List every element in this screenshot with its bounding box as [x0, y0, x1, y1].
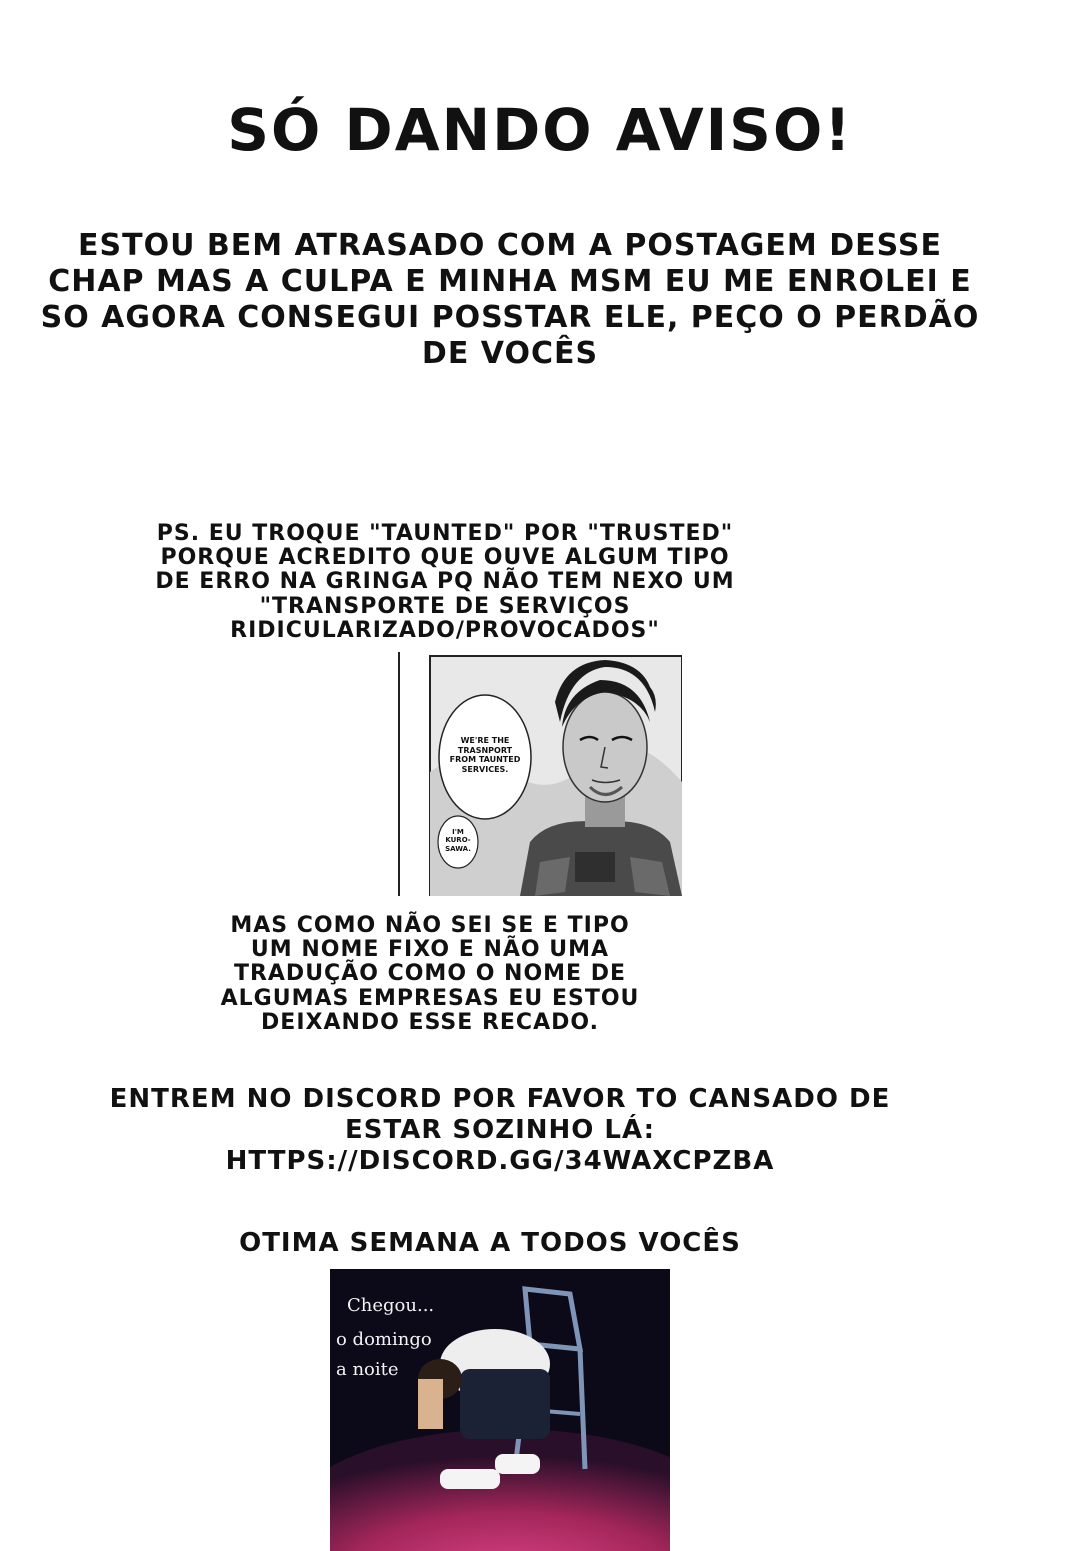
note-line: ALGUMAS EMPRESAS EU ESTOU: [220, 985, 640, 1011]
note-line: DEIXANDO ESSE RECADO.: [261, 1009, 599, 1035]
note-line: MAS COMO NÃO SEI SE E TIPO: [230, 913, 630, 938]
page-title: SÓ DANDO AVISO!: [227, 96, 853, 164]
ps-line: "TRANSPORTE DE SERVIÇOS: [259, 593, 631, 619]
note-line: UM NOME FIXO E NÃO UMA: [250, 937, 610, 963]
ps-paragraph: [150, 522, 740, 643]
discord-invite-link[interactable]: HTTPS://DISCORD.GG/34WAXCPZBA: [225, 1146, 775, 1177]
discord-line: ENTREM NO DISCORD POR FAVOR TO CANSADO DE: [109, 1084, 891, 1114]
note-line: TRADUÇÃO COMO O NOME DE: [233, 961, 627, 987]
ps-line: PORQUE ACREDITO QUE OUVE ALGUM TIPO: [160, 545, 730, 571]
meme-image: [330, 1269, 670, 1551]
ps-line: RIDICULARIZADO/PROVOCADOS": [230, 617, 660, 643]
discord-line: ESTAR SOZINHO LÁ:: [345, 1115, 655, 1146]
intro-paragraph: [40, 228, 980, 372]
discord-paragraph: [70, 1084, 930, 1178]
meme-caption-line2: o domingo: [336, 1329, 432, 1350]
intro-line: SO AGORA CONSEGUI POSSTAR ELE, PEÇO O PERDÃO: [40, 300, 980, 335]
intro-line: DE VOCÊS: [421, 336, 599, 371]
intro-line: ESTOU BEM ATRASADO COM A POSTAGEM DESSE: [78, 228, 942, 263]
speech-bubble-main-text: WE'RE THE TRASNPORT FROM TAUNTED SERVICES.: [449, 736, 521, 774]
manga-panel-art: [400, 652, 682, 896]
meme-caption-line3: a noite: [336, 1359, 399, 1380]
ps-line: PS. EU TROQUE "TAUNTED" POR "TRUSTED": [156, 521, 734, 546]
greeting-text: OTIMA SEMANA A TODOS VOCÊS: [239, 1228, 741, 1258]
manga-panel-image: [398, 652, 682, 896]
meme-caption-line1: Chegou...: [347, 1295, 435, 1316]
note-paragraph: [210, 914, 650, 1035]
speech-bubble-small-text: I'M KURO-SAWA.: [445, 828, 471, 853]
ps-line: DE ERRO NA GRINGA PQ NÃO TEM NEXO UM: [155, 569, 735, 595]
intro-line: CHAP MAS A CULPA E MINHA MSM EU ME ENROLEI E: [48, 264, 972, 299]
